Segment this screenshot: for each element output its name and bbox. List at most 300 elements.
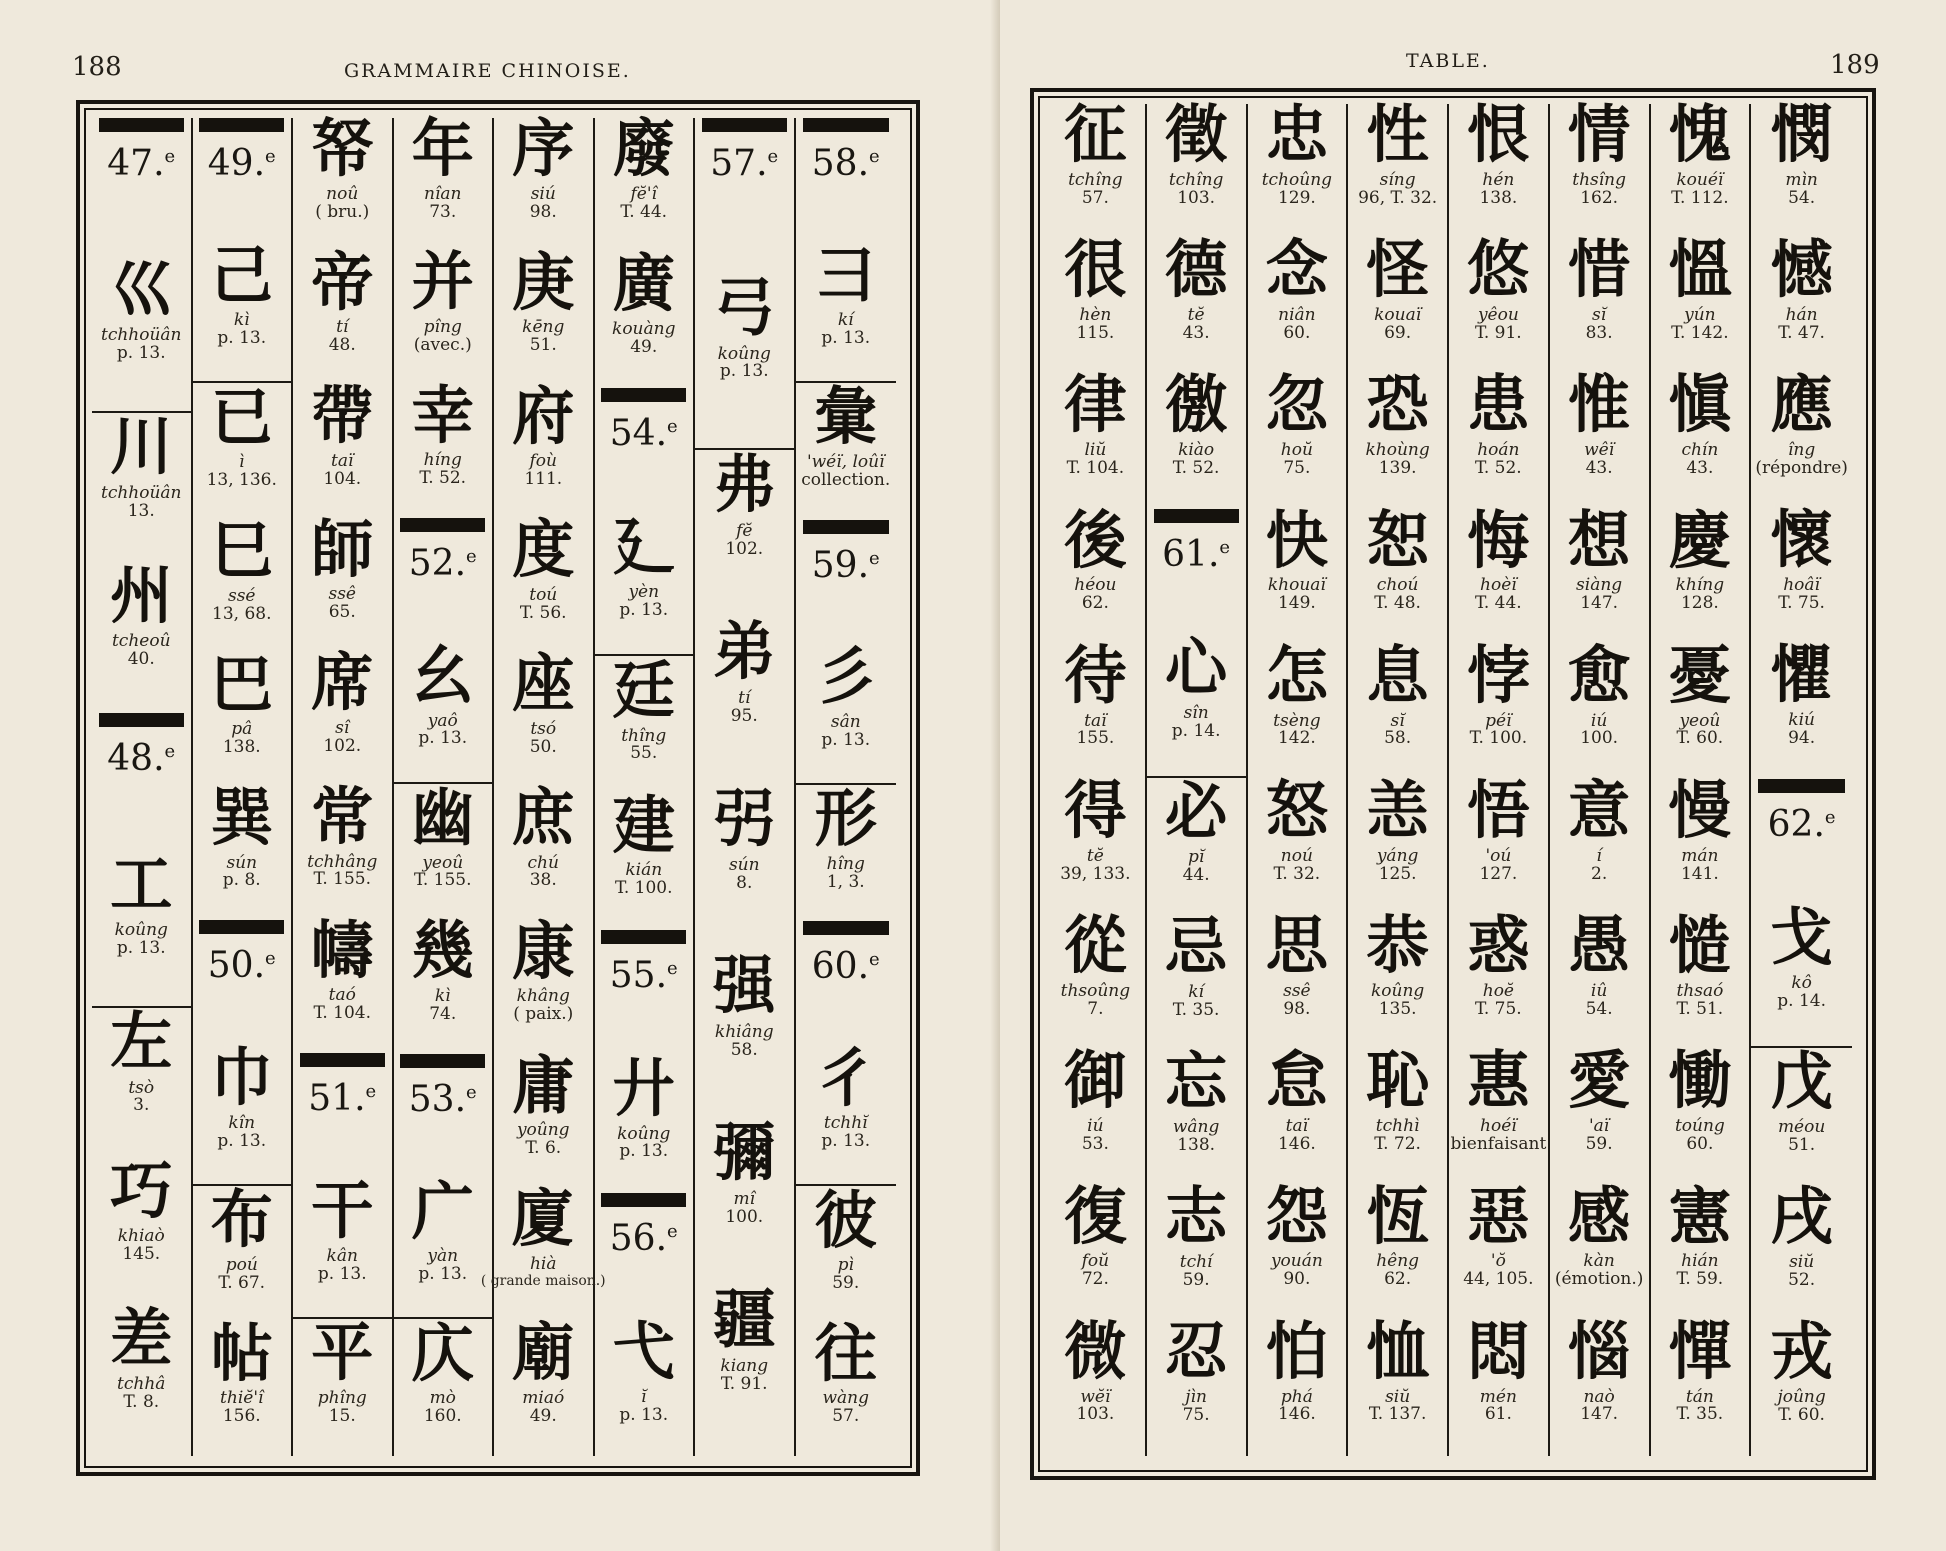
- character-entry: [595, 246, 694, 388]
- character-entry: [1248, 98, 1347, 239]
- chinese-character: 幺: [411, 638, 474, 712]
- page-reference: 62.: [1384, 1269, 1412, 1290]
- romanization: yoûng: [516, 1120, 570, 1141]
- page-reference: 50.: [529, 736, 557, 757]
- page-reference: 128.: [1680, 593, 1719, 614]
- radical-number: [107, 737, 176, 779]
- chinese-character: 憂: [1668, 638, 1732, 712]
- chinese-character: 恥: [1366, 1044, 1429, 1118]
- chinese-character: 彐: [814, 238, 877, 312]
- page-reference: 96, T. 32.: [1358, 187, 1438, 208]
- radical-heading: [193, 920, 292, 1047]
- character-entry: [1348, 1044, 1447, 1185]
- chinese-character: 師: [311, 512, 374, 586]
- radical-rule: [300, 1053, 385, 1067]
- chinese-character: 愚: [1567, 909, 1631, 983]
- page-reference: 13.: [127, 500, 155, 521]
- character-entry: [1348, 909, 1447, 1050]
- character-entry: [1651, 233, 1750, 374]
- character-entry: [494, 112, 593, 252]
- character-entry: [92, 1005, 191, 1159]
- page-reference: p. 13.: [821, 729, 871, 750]
- character-entry: [1348, 773, 1447, 915]
- chinese-character: 巽: [210, 780, 273, 854]
- character-entry: [1550, 773, 1649, 915]
- romanization: hoèï: [1480, 575, 1517, 596]
- chinese-character: 微: [1064, 1314, 1127, 1388]
- chinese-character: 律: [1064, 368, 1127, 442]
- page-reference: 51.: [529, 335, 557, 356]
- character-entry: [193, 647, 292, 787]
- page-reference: 58.: [1384, 728, 1412, 749]
- radical-number: [609, 1217, 678, 1259]
- right-running-head: TABLE.: [1406, 50, 1490, 72]
- character-entry: [1751, 233, 1852, 374]
- radical-number-suffix: e: [164, 146, 176, 167]
- chinese-character: 戎: [1770, 1315, 1833, 1389]
- radical-number-value: 58.: [811, 143, 870, 184]
- table-column: [92, 118, 193, 1456]
- character-entry: [1550, 1314, 1649, 1456]
- chinese-character: 庂: [411, 1316, 474, 1390]
- chinese-character: 巧: [110, 1153, 173, 1227]
- chinese-character: 愧: [1668, 98, 1732, 171]
- romanization: naò: [1583, 1386, 1615, 1407]
- character-entry: [1348, 368, 1447, 509]
- romanization: phîng: [317, 1388, 367, 1409]
- radical-heading: [796, 520, 897, 647]
- character-entry: [193, 1041, 292, 1180]
- romanization: sĭ: [1592, 305, 1607, 326]
- character-entry: [1550, 1044, 1649, 1185]
- page-reference: T. 75.: [1778, 592, 1825, 613]
- radical-rule: [803, 520, 889, 534]
- radical-number: [609, 954, 678, 996]
- page-reference: 39, 133.: [1060, 863, 1131, 884]
- character-entry: [293, 112, 392, 252]
- chinese-character: 想: [1567, 503, 1631, 577]
- page-reference: p. 13.: [821, 1131, 871, 1152]
- page-reference: 51.: [1788, 1134, 1816, 1155]
- radical-rule: [1154, 509, 1239, 523]
- page-reference: 13, 68.: [212, 603, 272, 624]
- romanization: 'aï: [1589, 1116, 1610, 1137]
- page-reference: 156.: [222, 1406, 261, 1427]
- character-entry: [193, 238, 292, 378]
- page-reference: 53.: [1081, 1134, 1109, 1155]
- chinese-character: 川: [110, 410, 173, 484]
- page-reference: 49.: [529, 1405, 557, 1426]
- chinese-character: 州: [110, 558, 173, 632]
- table-column: [1147, 98, 1248, 1456]
- romanization: sân: [830, 711, 861, 732]
- radical-number: [1767, 804, 1836, 845]
- romanization: sún: [728, 854, 760, 875]
- character-entry: [1651, 773, 1750, 915]
- character-entry: [796, 1183, 897, 1323]
- radical-rule: [199, 920, 284, 934]
- chinese-character: 志: [1164, 1180, 1228, 1254]
- romanization: tchîng: [1068, 169, 1123, 190]
- table-column: [394, 112, 495, 1456]
- romanization: hén: [1482, 169, 1515, 190]
- radical-heading: [695, 118, 794, 277]
- character-entry: [1046, 1179, 1145, 1321]
- chinese-character: 平: [311, 1316, 374, 1390]
- page-reference: p. 14.: [1171, 720, 1221, 741]
- page-reference: 155.: [1076, 728, 1115, 749]
- character-entry: [796, 380, 897, 519]
- romanization: yeoû: [422, 852, 464, 873]
- romanization: tcheoû: [111, 630, 171, 651]
- page-reference: 49.: [630, 336, 658, 357]
- radical-number-value: 51.: [308, 1078, 366, 1120]
- page-reference: 52.: [1788, 1269, 1816, 1290]
- chinese-character: 恕: [1366, 503, 1429, 577]
- character-entry: [1550, 233, 1649, 374]
- page-reference: 95.: [730, 705, 758, 726]
- character-entry: [1248, 638, 1347, 780]
- page-reference: 59.: [1182, 1269, 1210, 1290]
- romanization: pâ: [231, 719, 253, 740]
- romanization: yèn: [628, 581, 660, 602]
- romanization: tsò: [128, 1077, 155, 1098]
- table-column: [193, 118, 294, 1456]
- character-entry: [1449, 368, 1548, 509]
- page-reference: 138.: [1479, 187, 1518, 208]
- chinese-character: 徵: [1164, 98, 1228, 171]
- romanization: sún: [226, 852, 258, 873]
- chinese-character: 左: [110, 1005, 173, 1079]
- chinese-character: 忽: [1265, 368, 1329, 442]
- character-entry: [1751, 638, 1852, 779]
- character-entry: [1651, 1179, 1750, 1321]
- chinese-character: 建: [612, 788, 675, 862]
- page-reference: 38.: [529, 870, 557, 891]
- page-reference: ( grande maison.): [480, 1272, 606, 1289]
- character-entry: [1751, 98, 1852, 239]
- page-reference: 60.: [1283, 322, 1311, 343]
- romanization: iú: [1590, 710, 1608, 731]
- character-entry: [695, 781, 794, 955]
- page-reference: 62.: [1081, 593, 1109, 614]
- character-entry: [1348, 233, 1447, 374]
- page-reference: 138.: [222, 737, 261, 758]
- chinese-character: 幾: [411, 914, 474, 988]
- character-entry: [1550, 98, 1649, 239]
- character-entry: [1651, 638, 1750, 780]
- page-reference: T. 48.: [1374, 593, 1421, 614]
- chinese-character: 恤: [1366, 1314, 1429, 1388]
- character-entry: [1046, 98, 1145, 239]
- character-entry: [92, 252, 191, 407]
- chinese-character: 德: [1164, 233, 1228, 306]
- table-column: [1449, 98, 1550, 1456]
- page-reference: p. 14.: [1777, 990, 1826, 1011]
- page-reference: T. 137.: [1368, 1404, 1427, 1425]
- romanization: mán: [1681, 845, 1719, 866]
- romanization: ì: [239, 452, 245, 473]
- page-reference: T. 47.: [1778, 322, 1825, 343]
- character-entry: [193, 780, 292, 920]
- character-entry: [1348, 1314, 1447, 1456]
- character-entry: [1651, 368, 1750, 509]
- chinese-character: 庸: [512, 1048, 575, 1122]
- romanization: youán: [1270, 1251, 1323, 1272]
- page-reference: T. 52.: [1475, 458, 1522, 479]
- chinese-character: 彌: [713, 1115, 776, 1189]
- character-entry: [1248, 233, 1347, 374]
- page-reference: 43.: [1585, 458, 1613, 479]
- radical-number-value: 50.: [207, 945, 266, 987]
- chinese-character: 康: [512, 914, 575, 988]
- character-entry: [796, 640, 897, 779]
- character-entry: [796, 238, 897, 378]
- romanization: koûng: [114, 919, 168, 940]
- chinese-character: 座: [512, 647, 575, 721]
- romanization: sî: [335, 718, 350, 739]
- romanization: hêng: [1376, 1251, 1420, 1272]
- page-reference: 146.: [1277, 1404, 1316, 1425]
- chinese-character: 征: [1064, 98, 1127, 171]
- character-entry: [92, 558, 191, 713]
- page-reference: p. 13.: [116, 937, 166, 958]
- table-column: [1046, 98, 1147, 1456]
- character-entry: [1147, 233, 1246, 374]
- radical-number: [811, 544, 880, 586]
- chinese-character: 必: [1164, 775, 1228, 849]
- radical-number: [710, 143, 779, 184]
- romanization: tchí: [1179, 1251, 1213, 1272]
- character-entry: [1147, 1045, 1246, 1186]
- romanization: péï: [1485, 710, 1512, 731]
- radical-heading: [92, 118, 191, 259]
- romanization: noû: [326, 183, 359, 204]
- romanization: ssé: [227, 585, 256, 606]
- page-reference: (répondre): [1755, 457, 1848, 478]
- character-entry: [1449, 638, 1548, 780]
- radical-rule: [400, 518, 485, 532]
- radical-heading: [1147, 509, 1246, 637]
- romanization: taó: [328, 985, 356, 1006]
- left-radical-table: [92, 112, 896, 1456]
- romanization: tchhâng: [307, 851, 378, 872]
- page-reference: 100.: [725, 1206, 764, 1227]
- character-entry: [1046, 1314, 1145, 1456]
- character-entry: [494, 647, 593, 787]
- radical-rule: [601, 930, 686, 944]
- romanization: wâng: [1172, 1116, 1220, 1137]
- character-entry: [193, 1316, 292, 1456]
- page-reference: p. 13.: [619, 599, 669, 620]
- romanization: koûng: [717, 343, 771, 364]
- character-entry: [494, 780, 593, 921]
- character-entry: [193, 380, 292, 520]
- character-entry: [193, 1183, 292, 1322]
- radical-heading: [394, 1054, 493, 1181]
- character-entry: [293, 512, 392, 653]
- page-reference: T. 44.: [620, 201, 668, 222]
- romanization: chú: [527, 852, 559, 873]
- chinese-character: 廴: [612, 510, 675, 584]
- chinese-character: 怎: [1265, 638, 1329, 712]
- romanization: 'ŏ: [1490, 1251, 1506, 1272]
- chinese-character: 廾: [612, 1051, 675, 1125]
- romanization: kouéï: [1676, 169, 1724, 190]
- chinese-character: 悠: [1467, 233, 1530, 307]
- page-reference: 54.: [1788, 187, 1816, 208]
- character-entry: [1651, 98, 1750, 239]
- character-entry: [595, 1051, 694, 1193]
- romanization: joûng: [1777, 1386, 1826, 1407]
- romanization: iû: [1590, 981, 1608, 1001]
- page-reference: 147.: [1580, 1404, 1619, 1425]
- page-reference: 160.: [423, 1406, 462, 1427]
- chinese-character: 己: [210, 238, 273, 312]
- chinese-character: 慍: [1668, 233, 1732, 307]
- radical-number-value: 60.: [811, 946, 870, 988]
- radical-rule: [601, 1193, 686, 1207]
- radical-number: [107, 143, 176, 184]
- character-entry: [1449, 98, 1548, 239]
- page-reference: 48.: [328, 335, 356, 356]
- romanization: kí: [1188, 981, 1204, 1002]
- chinese-character: 疆: [713, 1282, 776, 1356]
- character-entry: [1651, 1314, 1750, 1456]
- chinese-character: 彳: [814, 1041, 877, 1115]
- romanization: ssê: [1283, 981, 1311, 1001]
- table-column: [1550, 98, 1651, 1456]
- romanization: liŭ: [1084, 440, 1107, 461]
- character-entry: [1348, 1179, 1447, 1321]
- romanization: híng: [423, 450, 462, 471]
- page-reference: ( paix.): [513, 1004, 574, 1025]
- character-entry: [1550, 503, 1649, 645]
- page-reference: 43.: [1686, 458, 1714, 479]
- chinese-character: 復: [1064, 1179, 1127, 1253]
- chinese-character: 忘: [1164, 1045, 1228, 1119]
- radical-number-value: 47.: [107, 143, 165, 184]
- chinese-character: 廢: [612, 112, 675, 185]
- radical-number: [308, 1078, 377, 1120]
- radical-heading: [193, 118, 292, 245]
- chinese-character: 悔: [1467, 503, 1530, 577]
- page-reference: 125.: [1378, 863, 1417, 884]
- character-entry: [1147, 98, 1246, 239]
- chinese-character: 思: [1265, 909, 1329, 983]
- radical-number: [609, 412, 678, 454]
- romanization: kēng: [522, 317, 565, 338]
- chinese-character: 徼: [1164, 368, 1228, 441]
- page-reference: T. 100.: [615, 878, 673, 899]
- chinese-character: 情: [1567, 98, 1631, 171]
- romanization: tchhì: [1375, 1116, 1420, 1137]
- romanization: khiaò: [117, 1225, 165, 1246]
- romanization: tsó: [530, 718, 557, 739]
- table-column: [480, 112, 606, 1456]
- table-column: [1248, 98, 1349, 1456]
- character-entry: [1147, 910, 1246, 1051]
- character-entry: [1550, 368, 1649, 509]
- chinese-character: 憲: [1668, 1179, 1732, 1253]
- page-reference: 2.: [1591, 863, 1608, 884]
- chinese-character: 怒: [1265, 773, 1329, 847]
- page-reference: p. 13.: [418, 1264, 468, 1284]
- chinese-character: 府: [512, 379, 575, 453]
- romanization: kîn: [228, 1112, 256, 1133]
- page-reference: 115.: [1076, 322, 1115, 343]
- chinese-character: 并: [411, 245, 474, 319]
- page-reference: 75.: [1182, 1404, 1210, 1425]
- romanization: síng: [1379, 169, 1416, 190]
- romanization: mìn: [1785, 169, 1818, 190]
- page-reference: 149.: [1277, 593, 1316, 614]
- character-entry: [1449, 1179, 1548, 1321]
- page-reference: 100.: [1580, 728, 1619, 749]
- chinese-character: 弗: [713, 447, 776, 521]
- romanization: koûng: [617, 1123, 671, 1144]
- romanization: kô: [1791, 973, 1812, 994]
- page-reference: 13, 136.: [206, 470, 277, 491]
- romanization: yêou: [1477, 305, 1519, 326]
- radical-rule: [803, 921, 889, 935]
- page-reference: p. 13.: [619, 1404, 669, 1425]
- chinese-character: 常: [311, 779, 374, 853]
- page-reference: 72.: [1081, 1269, 1109, 1290]
- radical-number-suffix: e: [265, 146, 276, 167]
- romanization: toú: [529, 585, 558, 606]
- page-reference: 57.: [1081, 187, 1109, 208]
- radical-number-value: 62.: [1767, 804, 1825, 845]
- radical-rule: [99, 713, 184, 727]
- chinese-character: 序: [512, 112, 575, 185]
- page-reference: 8.: [736, 872, 753, 893]
- romanization: tsèng: [1273, 710, 1321, 731]
- chinese-character: 帝: [311, 245, 374, 319]
- radical-number-value: 53.: [408, 1078, 467, 1120]
- radical-number-suffix: e: [667, 957, 678, 979]
- romanization: îng: [1787, 439, 1816, 460]
- page-reference: 59.: [1585, 1134, 1613, 1155]
- character-entry: [595, 788, 694, 930]
- romanization: niân: [1278, 305, 1316, 326]
- character-entry: [1751, 368, 1852, 509]
- romanization: taï: [1084, 710, 1107, 731]
- character-entry: [494, 1316, 593, 1456]
- page-reference: 44, 105.: [1463, 1269, 1534, 1290]
- character-entry: [394, 914, 493, 1053]
- radical-number-suffix: e: [265, 948, 276, 970]
- romanization: taï: [331, 450, 354, 471]
- page-reference: T. 60.: [1676, 728, 1724, 749]
- chinese-character: 惜: [1567, 233, 1631, 307]
- chinese-character: 彙: [814, 380, 877, 454]
- page-reference: 43.: [1182, 322, 1210, 343]
- character-entry: [1046, 368, 1145, 509]
- character-entry: [1248, 909, 1347, 1050]
- chinese-character: 恨: [1467, 98, 1530, 171]
- romanization: wêï: [1584, 440, 1615, 461]
- chinese-character: 恭: [1366, 909, 1429, 983]
- romanization: tchhoüân: [100, 325, 182, 346]
- radical-heading: [595, 388, 694, 516]
- character-entry: [494, 513, 593, 653]
- character-entry: [1046, 503, 1145, 645]
- chinese-character: 布: [210, 1183, 273, 1257]
- romanization: tchoûng: [1261, 169, 1333, 190]
- page-reference: 83.: [1585, 322, 1613, 343]
- romanization: phá: [1280, 1386, 1313, 1407]
